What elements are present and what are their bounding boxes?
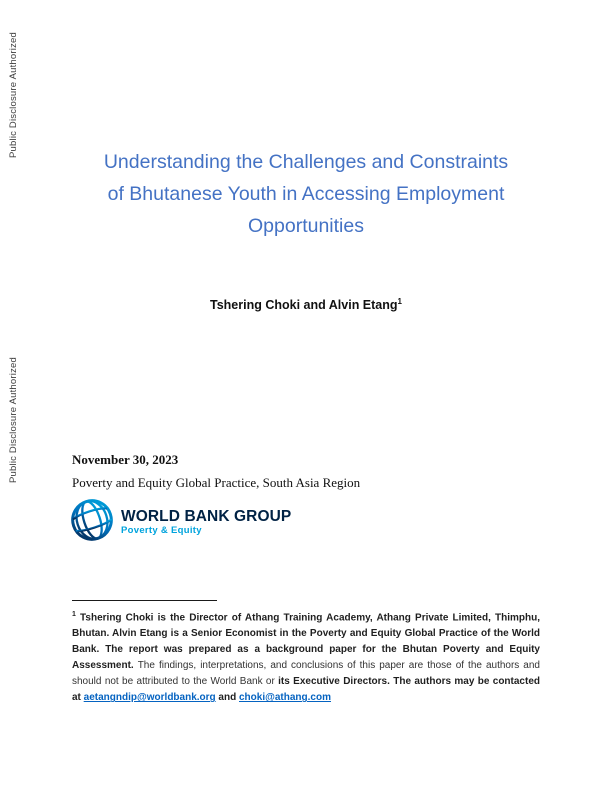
- footnote-divider: [72, 600, 217, 601]
- footnote-segment: its Executive Directors. The authors may be contacted at: [72, 676, 540, 704]
- authors-line: [72, 297, 540, 312]
- footnote: [72, 607, 540, 706]
- public-disclosure-label-middle: Public Disclosure Authorized: [8, 357, 19, 483]
- authors-names: Tshering Choki and Alvin Etang: [210, 298, 398, 313]
- date-line: November 30, 2023: [72, 452, 179, 467]
- footnote-marker: 1: [72, 611, 76, 618]
- footnote-segment: and: [215, 692, 239, 704]
- world-bank-globe-icon: [70, 498, 114, 547]
- footnote-segment: The findings, interpretations, and conclusions of this paper are those of the authors and should not be attributed to the World Bank or: [72, 660, 540, 688]
- email-link-worldbank[interactable]: aetangndip@worldbank.org: [83, 692, 216, 704]
- email-link-athang[interactable]: choki@athang.com: [239, 692, 331, 704]
- paper-title: [72, 146, 540, 242]
- world-bank-group-logo: [70, 498, 291, 547]
- paper-title-line-2: of Bhutanese Youth in Accessing Employment: [107, 183, 505, 205]
- world-bank-logo-title: WORLD BANK GROUP: [121, 508, 292, 525]
- paper-title-line-3: Opportunities: [248, 215, 364, 237]
- paper-title-line-1: Understanding the Challenges and Constraints: [103, 151, 509, 173]
- authors-footnote-marker: 1: [397, 297, 402, 306]
- footnote-segment: Tshering Choki is the Director of Athang Training Academy, Athang Private Limited, Thimphu, Bhutan. Alvin Etang is a Senior Economist in the Poverty and Equity Global Practice of the World Bank. The report was prepared as a background paper for the Bhutan Poverty and Equity Assessment.: [72, 612, 540, 672]
- practice-line: Poverty and Equity Global Practice, South Asia Region: [72, 475, 361, 490]
- public-disclosure-label-top: Public Disclosure Authorized: [8, 32, 19, 158]
- world-bank-logo-tagline: Poverty & Equity: [121, 525, 202, 536]
- world-bank-logo-text: [121, 508, 291, 537]
